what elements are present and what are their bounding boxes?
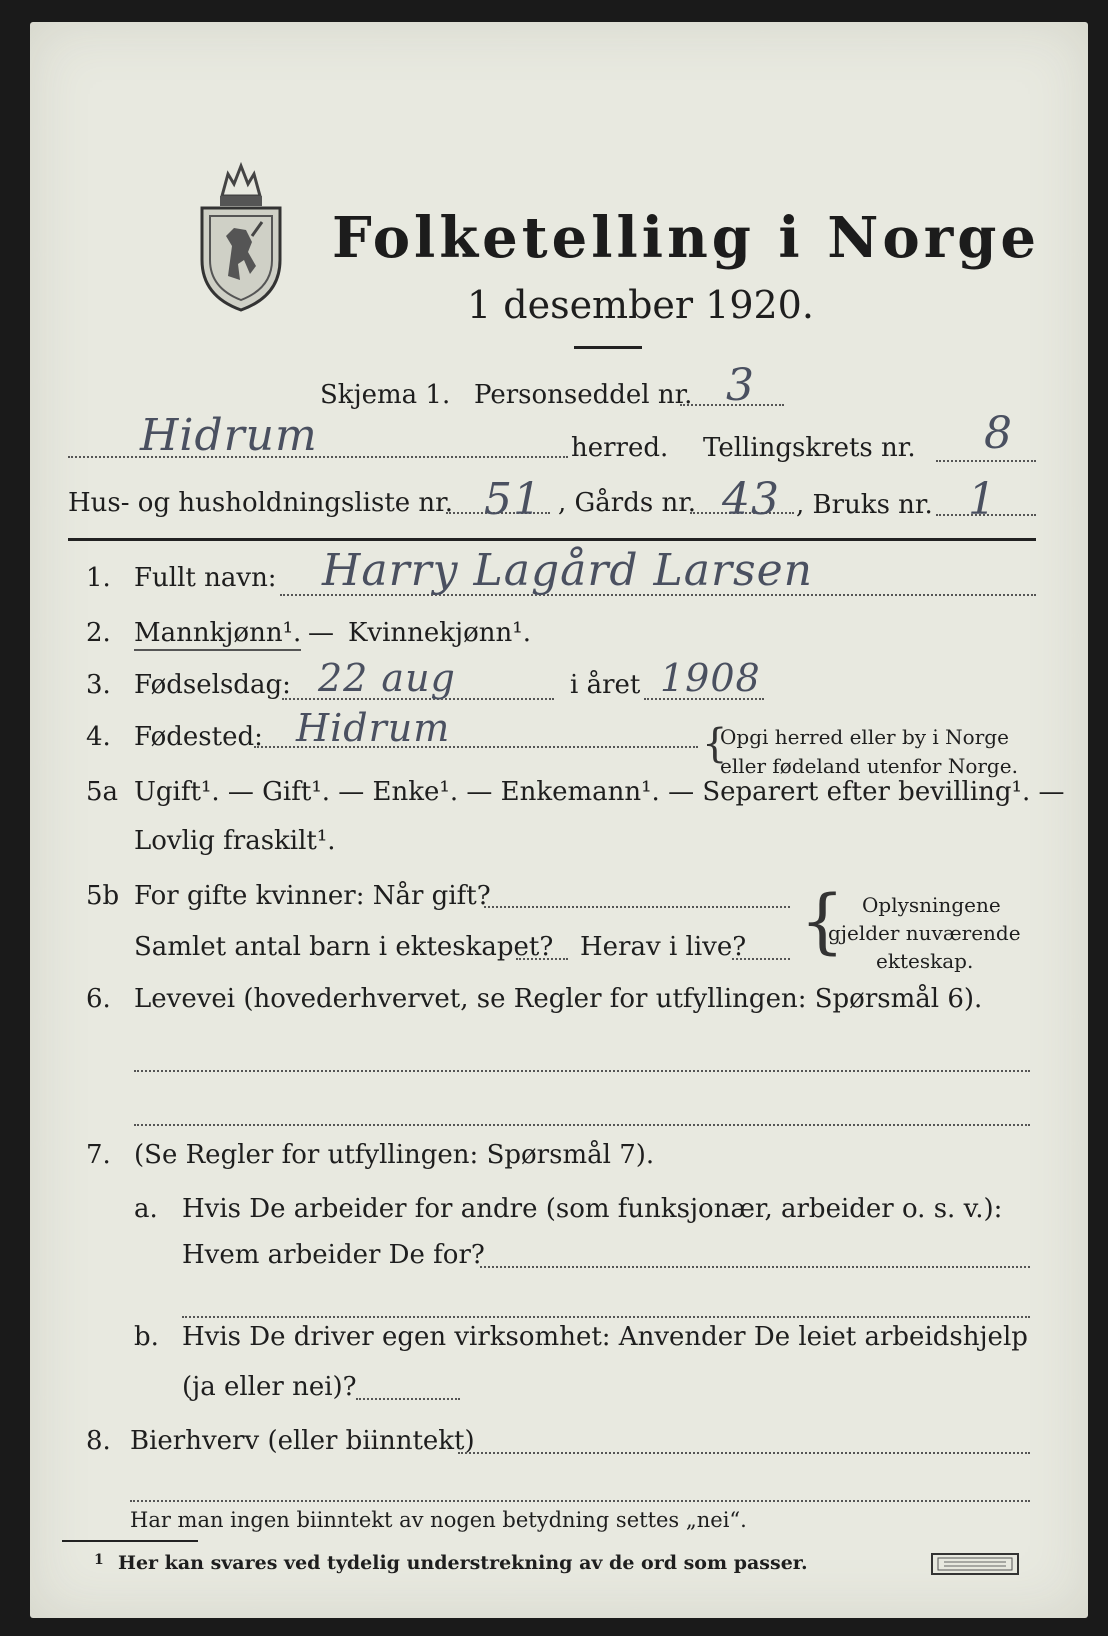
q7b-line2: (ja eller nei)? bbox=[182, 1372, 357, 1402]
q5a-options-line2: Lovlig fraskilt¹. bbox=[134, 826, 336, 856]
q7a-line2: Hvem arbeider De for? bbox=[182, 1240, 485, 1270]
q5b-married-line bbox=[484, 906, 790, 908]
form-date: 1 desember 1920. bbox=[467, 283, 814, 327]
q7-label: (Se Regler for utfyllingen: Spørsmål 7). bbox=[134, 1140, 655, 1170]
personseddel-value: 3 bbox=[726, 360, 755, 411]
coat-of-arms-icon bbox=[198, 156, 284, 312]
tellingskrets-value: 8 bbox=[984, 408, 1013, 459]
q8-answer-line1 bbox=[458, 1452, 1030, 1454]
gards-value: 43 bbox=[722, 474, 780, 525]
q7b-answer-line bbox=[356, 1398, 460, 1400]
q6-answer-line2 bbox=[134, 1124, 1030, 1126]
q8-number: 8. bbox=[86, 1426, 111, 1456]
q6-answer-line1 bbox=[134, 1070, 1030, 1072]
q7a-answer-line2 bbox=[182, 1316, 1030, 1318]
q5b-alive-line bbox=[732, 958, 790, 960]
birthplace-value: Hidrum bbox=[296, 706, 451, 750]
full-name-value: Harry Lagård Larsen bbox=[322, 545, 813, 596]
q2-female-option: Kvinnekjønn¹. bbox=[348, 618, 531, 648]
schema-label: Skjema 1. bbox=[320, 380, 451, 410]
q2-separator: — bbox=[308, 618, 334, 648]
q1-number: 1. bbox=[86, 563, 111, 593]
q5b-note1: Oplysningene bbox=[862, 893, 1001, 917]
tellingskrets-label: Tellingskrets nr. bbox=[703, 433, 916, 463]
q6-number: 6. bbox=[86, 984, 111, 1014]
tellingskrets-line bbox=[936, 460, 1036, 462]
q5a-number: 5a bbox=[86, 777, 119, 807]
footnote-number: 1 bbox=[94, 1552, 104, 1568]
herred-value: Hidrum bbox=[140, 410, 318, 461]
header-rule bbox=[68, 538, 1036, 541]
q3-number: 3. bbox=[86, 670, 111, 700]
husliste-label: Hus- og husholdningsliste nr. bbox=[68, 488, 454, 518]
birth-year-value: 1908 bbox=[660, 656, 761, 700]
q7-number: 7. bbox=[86, 1140, 111, 1170]
q5b-brace: { bbox=[800, 880, 845, 962]
form-title: Folketelling i Norge bbox=[332, 205, 1041, 271]
husliste-value: 51 bbox=[484, 474, 542, 525]
q5b-children-line bbox=[516, 958, 568, 960]
q5b-note3: ekteskap. bbox=[876, 949, 974, 973]
q1-label: Fullt navn: bbox=[134, 563, 277, 593]
bruks-value: 1 bbox=[968, 474, 997, 525]
q4-brace: { bbox=[702, 721, 728, 767]
q7a-line1: Hvis De arbeider for andre (som funksjonær, arbeider o. s. v.): bbox=[182, 1194, 1003, 1224]
q2-male-option: Mannkjønn¹. bbox=[134, 618, 301, 651]
q3-label: Fødselsdag: bbox=[134, 670, 291, 700]
birth-date-value: 22 aug bbox=[318, 656, 456, 700]
q4-note-line2: eller fødeland utenfor Norge. bbox=[720, 754, 1018, 778]
q5a-options-line1: Ugift¹. — Gift¹. — Enke¹. — Enkemann¹. — Separert efter bevilling¹. — bbox=[134, 777, 1065, 807]
q5b-alive-label: Herav i live? bbox=[580, 932, 747, 962]
footnote-rule bbox=[62, 1540, 198, 1542]
personseddel-label: Personseddel nr. bbox=[474, 380, 693, 410]
q4-label: Fødested: bbox=[134, 722, 263, 752]
q7b-line1: Hvis De driver egen virksomhet: Anvender De leiet arbeidshjelp bbox=[182, 1322, 1028, 1352]
q5b-children-label: Samlet antal barn i ekteskapet? bbox=[134, 932, 554, 962]
q5b-line1: For gifte kvinner: Når gift? bbox=[134, 881, 491, 911]
printer-stamp-icon bbox=[930, 1552, 1020, 1576]
herred-label: herred. bbox=[571, 433, 669, 463]
bruks-label: , Bruks nr. bbox=[796, 490, 933, 520]
q4-note-line1: Opgi herred eller by i Norge bbox=[720, 725, 1009, 749]
q2-number: 2. bbox=[86, 618, 111, 648]
q3-year-label: i året bbox=[570, 670, 641, 700]
q8-label: Bierhverv (eller biinntekt) bbox=[130, 1426, 475, 1456]
q4-number: 4. bbox=[86, 722, 111, 752]
footnote-text: Her kan svares ved tydelig understrekning av de ord som passer. bbox=[118, 1552, 808, 1574]
q8-answer-line2 bbox=[130, 1500, 1030, 1502]
q5b-number: 5b bbox=[86, 881, 120, 911]
biinntekt-note: Har man ingen biinntekt av nogen betydning settes „nei“. bbox=[130, 1508, 747, 1532]
q7a-answer-line1 bbox=[480, 1266, 1030, 1268]
gards-label: , Gårds nr. bbox=[558, 488, 697, 518]
q7a-letter: a. bbox=[134, 1194, 158, 1224]
title-divider bbox=[574, 346, 642, 349]
q6-label: Levevei (hovederhvervet, se Regler for utfyllingen: Spørsmål 6). bbox=[134, 984, 983, 1014]
q7b-letter: b. bbox=[134, 1322, 159, 1352]
q5b-note2: gjelder nuværende bbox=[828, 921, 1021, 945]
